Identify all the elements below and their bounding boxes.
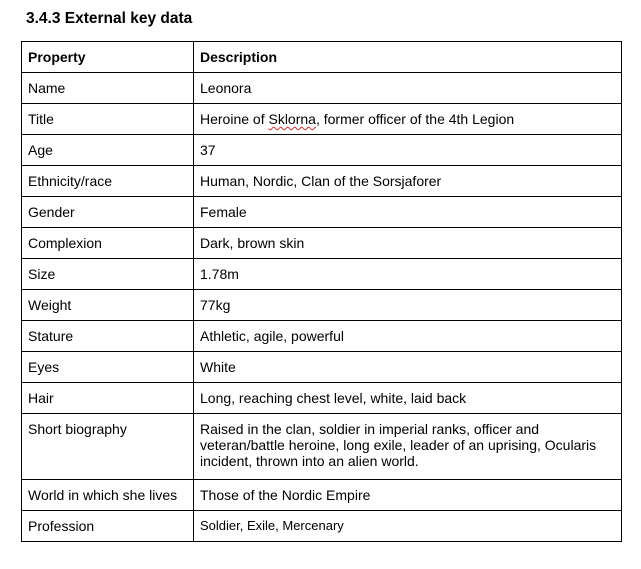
table-header-row: [22, 42, 622, 73]
spellcheck-flagged-word[interactable]: Sklorna: [268, 111, 316, 127]
table-row: [22, 290, 622, 321]
table-row: [22, 73, 622, 104]
row-description-size: 1.78m: [194, 259, 622, 290]
key-data-table: [21, 41, 622, 542]
row-description-name: Leonora: [194, 73, 622, 104]
row-property-title: Title: [22, 104, 194, 135]
row-description-stature: Athletic, agile, powerful: [194, 321, 622, 352]
row-property-profession: Profession: [22, 511, 194, 542]
table-row: [22, 511, 622, 542]
section-heading: 3.4.3 External key data: [26, 10, 193, 27]
row-property-name: Name: [22, 73, 194, 104]
row-description-complexion: Dark, brown skin: [194, 228, 622, 259]
row-property-size: Size: [22, 259, 194, 290]
row-description-age: 37: [194, 135, 622, 166]
row-property-complexion: Complexion: [22, 228, 194, 259]
row-description-title: [194, 104, 622, 135]
table-row: [22, 321, 622, 352]
table-row: [22, 135, 622, 166]
row-description-hair: Long, reaching chest level, white, laid back: [194, 383, 622, 414]
row-description-weight: 77kg: [194, 290, 622, 321]
row-property-biography: Short biography: [22, 414, 194, 480]
header-description: Description: [194, 42, 622, 73]
row-property-weight: Weight: [22, 290, 194, 321]
table-row: [22, 259, 622, 290]
table-row: [22, 383, 622, 414]
row-description-ethnicity: Human, Nordic, Clan of the Sorsjaforer: [194, 166, 622, 197]
row-description-gender: Female: [194, 197, 622, 228]
table-row: [22, 197, 622, 228]
title-text-before: Heroine of: [200, 111, 269, 127]
row-property-age: Age: [22, 135, 194, 166]
row-description-profession: Soldier, Exile, Mercenary: [194, 511, 622, 542]
row-description-eyes: White: [194, 352, 622, 383]
table-row: [22, 228, 622, 259]
table-row: [22, 480, 622, 511]
table-row: [22, 166, 622, 197]
row-property-eyes: Eyes: [22, 352, 194, 383]
row-description-biography: Raised in the clan, soldier in imperial ranks, officer and veteran/battle heroine, long exile, leader of an uprising, Ocularis incident, thrown into an alien world.: [194, 414, 622, 480]
table-row: [22, 414, 622, 480]
row-property-gender: Gender: [22, 197, 194, 228]
table-row: [22, 352, 622, 383]
row-property-hair: Hair: [22, 383, 194, 414]
row-property-stature: Stature: [22, 321, 194, 352]
row-property-ethnicity: Ethnicity/race: [22, 166, 194, 197]
row-property-world: World in which she lives: [22, 480, 194, 511]
header-property: Property: [22, 42, 194, 73]
row-description-world: Those of the Nordic Empire: [194, 480, 622, 511]
table-row: [22, 104, 622, 135]
title-text-after: , former officer of the 4th Legion: [315, 111, 515, 127]
